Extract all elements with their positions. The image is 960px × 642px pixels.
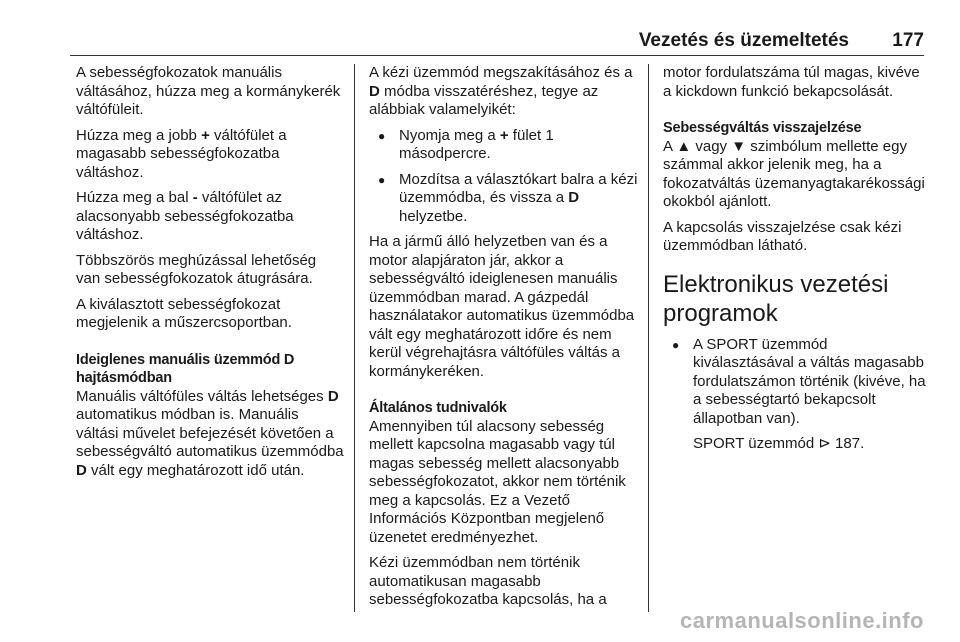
header-divider (70, 55, 924, 56)
page-header (70, 30, 924, 56)
paragraph: A kapcsolás visszajelzése csak kézi üzemmódban látható. (663, 218, 902, 254)
plus-symbol: + (201, 126, 210, 144)
paragraph: Amennyiben túl alacsony sebesség mellett kapcsolna magasabb vagy túl magas sebesség mellett alacsonyabb sebességfokozatot, akkor nem történik meg a kapcsolás. Ez a Vezető Információs Központban megjelenő üzenetet eredményezhet. (369, 417, 626, 546)
cross-reference-link[interactable]: SPORT üzemmód ⊳ 187. (693, 435, 865, 452)
bullet-list (369, 127, 639, 227)
list-item: ● A SPORT üzemmód kiválasztásával a váltás magasabb fordulatszámon történik (kivéve, ha a sebességtartó bekapcsolt állapotban van). (663, 336, 928, 429)
column-divider-2 (648, 64, 649, 612)
subheading: Ideiglenes manuális üzemmód D hajtásmódban (76, 351, 295, 386)
section-title: Elektronikus vezetési programok (663, 270, 889, 327)
column-divider-1 (354, 64, 355, 612)
paragraph: Többszörös meghúzással lehetőség van sebességfokozatok átugrására. (76, 251, 317, 287)
list-item: ● Nyomja meg a + fület 1 másodpercre. (369, 127, 639, 164)
paragraph: A sebességfokozatok manuális váltásához, húzza meg a kormánykerék váltófüleit. (76, 64, 341, 118)
column-2 (369, 64, 639, 617)
header-title: Vezetés és üzemeltetés (638, 30, 849, 51)
subheading: Általános tudnivalók (369, 400, 507, 416)
minus-symbol: - (192, 189, 198, 206)
paragraph: Ha a jármű álló helyzetben van és a motor alapjáraton jár, akkor a sebességváltó ideiglenesen manuális üzemmódban marad. A gázpedál használatakor automatikus üzemmódba vált egy meghatározott időre és nem kerül végrehajtásra váltófüles váltás a kormánykeréken. (369, 233, 635, 380)
paragraph: Manuális váltófüles váltás lehetséges D automatikus módban is. Manuális váltási művelet befejezését követően a sebességváltó automatikus üzemmódba D vált egy meghatározott idő után. (76, 387, 344, 479)
page-number: 177 (892, 30, 924, 51)
paragraph: Húzza meg a jobb + váltófület a magasabb sebességfokozatba váltáshoz. (76, 126, 287, 181)
column-3 (663, 64, 928, 461)
paragraph: Kézi üzemmódban nem történik automatikusan magasabb sebességfokozatba kapcsolás, ha a (369, 554, 607, 608)
paragraph: A kiválasztott sebességfokozat megjelenik a műszercsoportban. (76, 295, 292, 331)
paragraph: motor fordulatszáma túl magas, kivéve a kickdown funkció bekapcsolását. (663, 64, 920, 100)
paragraph: Húzza meg a bal - váltófület az alacsonyabb sebességfokozatba váltáshoz. (76, 189, 294, 243)
list-item: ● Mozdítsa a választókart balra a kézi üzemmódba, és vissza a D helyzetbe. (369, 171, 639, 227)
bullet-list (663, 336, 928, 429)
paragraph: A ▲ vagy ▼ szimbólum mellette egy számmal akkor jelenik meg, ha a fokozatváltás üzemanyagtakarékossági okokból ajánlott. (663, 137, 925, 210)
subheading: Sebességváltás visszajelzése (663, 120, 862, 136)
column-1 (76, 64, 344, 487)
paragraph: A kézi üzemmód megszakításához és a D módba visszatéréshez, tegye az alábbiak valamelyikét: (369, 64, 633, 118)
watermark: carmanualsonline.info (680, 608, 924, 633)
